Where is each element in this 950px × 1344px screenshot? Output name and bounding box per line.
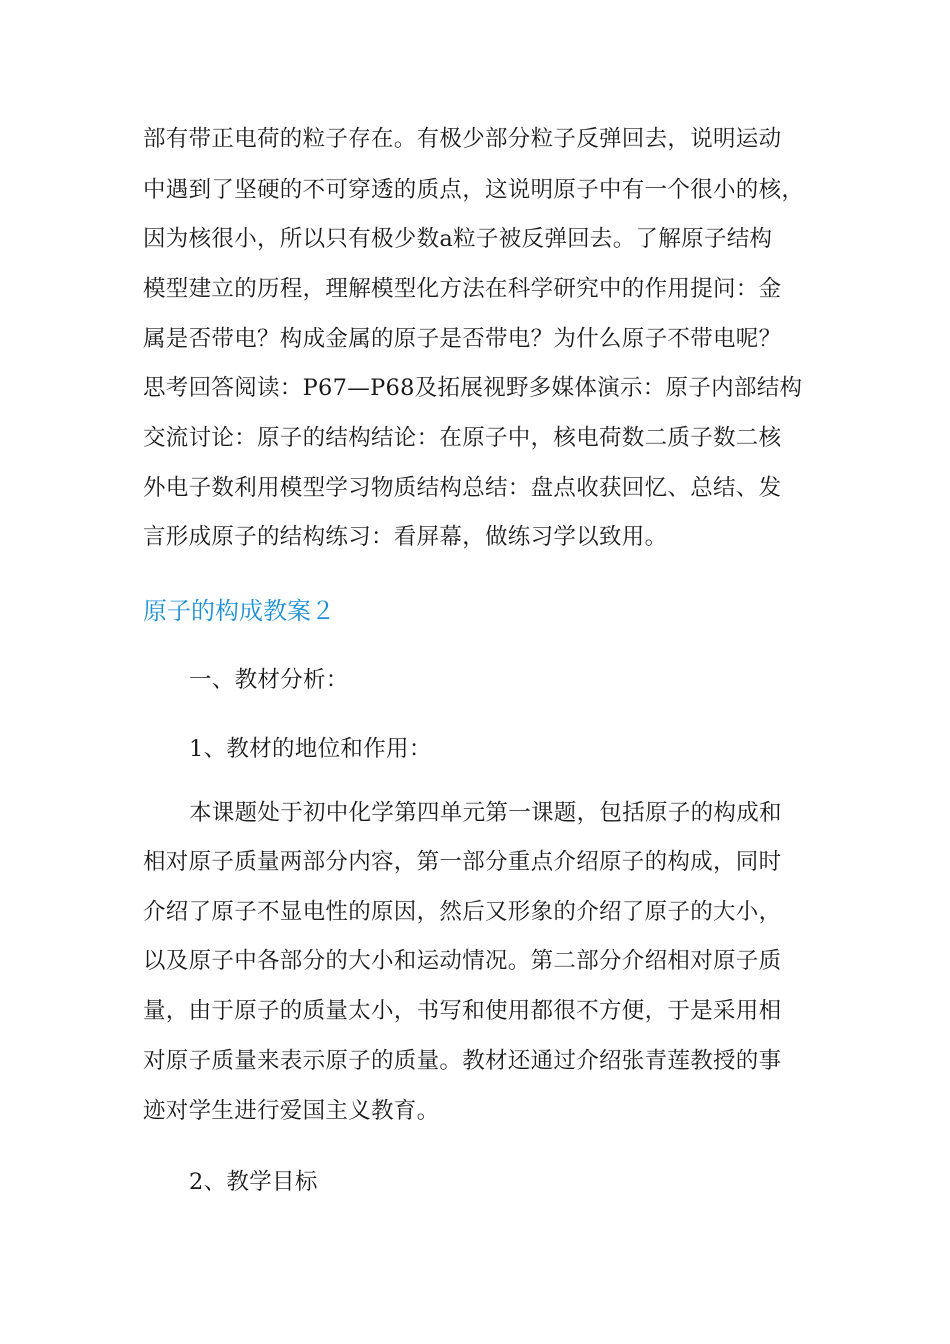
paragraph-line: 量，由于原子的质量太小，书写和使用都很不方便，于是采用相 — [143, 998, 782, 1024]
paragraph-line: 以及原子中各部分的大小和运动情况。第二部分介绍相对原子质 — [143, 948, 782, 974]
paragraph-line: 介绍了原子不显电性的原因，然后又形象的介绍了原子的大小， — [143, 899, 782, 925]
paragraph-line: 迹对学生进行爱国主义教育。 — [143, 1098, 440, 1124]
section-heading: 原子的构成教案２ — [143, 597, 335, 625]
paragraph-line: 对原子质量来表示原子的质量。教材还通过介绍张青莲教授的事 — [143, 1048, 782, 1074]
subsection-title: 2、教学目标 — [189, 1169, 318, 1195]
section-title: 一、教材分析： — [189, 667, 349, 693]
paragraph-line: 相对原子质量两部分内容，第一部分重点介绍原子的构成，同时 — [143, 849, 782, 875]
paragraph-line: 外电子数利用模型学习物质结构总结：盘点收获回忆、总结、发 — [143, 475, 782, 501]
paragraph-line: 言形成原子的结构练习：看屏幕，做练习学以致用。 — [143, 524, 668, 550]
paragraph-line: 因为核很小，所以只有极少数a粒子被反弹回去。了解原子结构 — [143, 226, 773, 252]
paragraph-line: 本课题处于初中化学第四单元第一课题，包括原子的构成和 — [189, 800, 782, 826]
paragraph-line: 部有带正电荷的粒子存在。有极少部分粒子反弹回去，说明运动 — [143, 126, 782, 152]
paragraph-line: 交流讨论：原子的结构结论：在原子中，核电荷数二质子数二核 — [143, 425, 782, 451]
paragraph-line: 思考回答阅读：P67—P68及拓展视野多媒体演示：原子内部结构 — [143, 375, 803, 401]
paragraph-line: 中遇到了坚硬的不可穿透的质点，这说明原子中有一个很小的核， — [143, 177, 805, 203]
subsection-title: 1、教材的地位和作用： — [189, 736, 432, 762]
paragraph-line: 属是否带电？构成金属的原子是否带电？为什么原子不带电呢？ — [143, 326, 782, 352]
paragraph-line: 模型建立的历程，理解模型化方法在科学研究中的作用提问：金 — [143, 276, 782, 302]
